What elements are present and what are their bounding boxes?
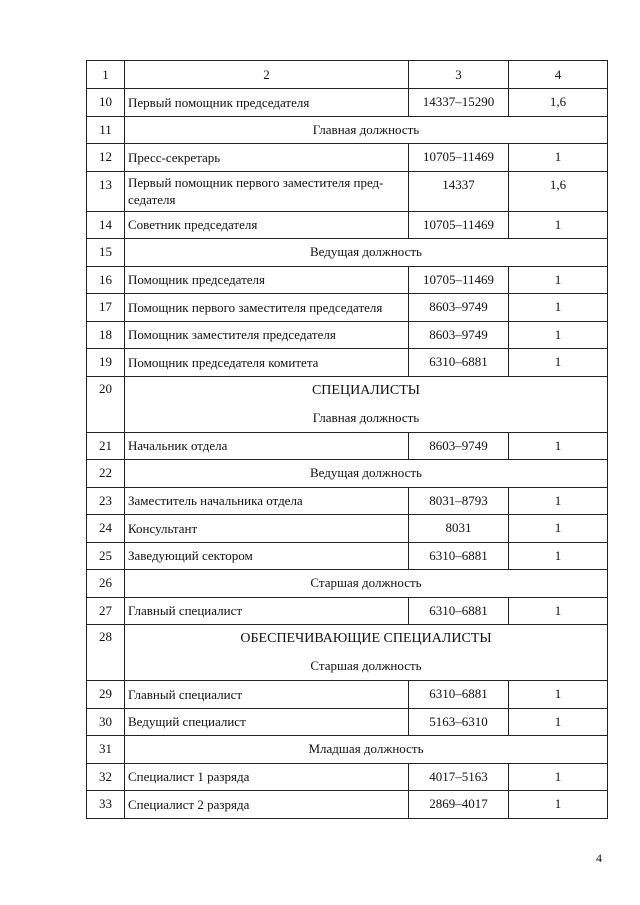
page-number: 4 [596, 851, 602, 865]
group-cell [125, 625, 608, 681]
section-title: Главная должность [125, 116, 608, 144]
coefficient: 1 [509, 211, 608, 239]
group-cell [125, 376, 608, 432]
position-name: Заместитель начальника отдела [125, 487, 409, 515]
position-name: Консультант [125, 515, 409, 543]
position-name: Специалист 1 разряда [125, 763, 409, 791]
header-cell-3: 3 [409, 61, 509, 89]
row-number: 14 [87, 211, 125, 239]
salary-range: 6310–6881 [409, 542, 509, 570]
section-title: Младшая должность [125, 736, 608, 764]
row-number: 18 [87, 321, 125, 349]
row-number: 25 [87, 542, 125, 570]
coefficient: 1,6 [509, 171, 608, 211]
table-row [87, 791, 608, 819]
position-name: Помощник председателя комитета [125, 349, 409, 377]
position-name: Специалист 2 разряда [125, 791, 409, 819]
position-name: Помощник заместителя председателя [125, 321, 409, 349]
salary-range: 4017–5163 [409, 763, 509, 791]
row-number: 31 [87, 736, 125, 764]
coefficient: 1 [509, 791, 608, 819]
row-number: 29 [87, 681, 125, 709]
table-row [87, 321, 608, 349]
position-name: Помощник председателя [125, 266, 409, 294]
salary-range: 8031 [409, 515, 509, 543]
salary-range: 8031–8793 [409, 487, 509, 515]
table-row [87, 349, 608, 377]
table-row [87, 542, 608, 570]
group-title: ОБЕСПЕЧИВАЮЩИЕ СПЕЦИАЛИСТЫ [240, 631, 492, 646]
position-name: Первый помощник первого заместителя пред- седателя [125, 171, 409, 211]
row-number: 22 [87, 460, 125, 488]
row-number: 12 [87, 144, 125, 172]
salary-range: 6310–6881 [409, 681, 509, 709]
position-name: Советник председателя [125, 211, 409, 239]
table-row [87, 708, 608, 736]
section-row [87, 570, 608, 598]
header-cell-2: 2 [125, 61, 409, 89]
row-number: 27 [87, 597, 125, 625]
section-row [87, 239, 608, 267]
table-row [87, 432, 608, 460]
salary-range: 14337–15290 [409, 89, 509, 117]
coefficient: 1 [509, 542, 608, 570]
table-row [87, 171, 608, 211]
coefficient: 1 [509, 515, 608, 543]
row-number: 16 [87, 266, 125, 294]
salary-range: 5163–6310 [409, 708, 509, 736]
row-number: 19 [87, 349, 125, 377]
header-cell-1: 1 [87, 61, 125, 89]
table-row [87, 211, 608, 239]
group-row [87, 376, 608, 432]
positions-table [86, 60, 608, 819]
position-name: Главный специалист [125, 681, 409, 709]
row-number: 32 [87, 763, 125, 791]
row-number: 30 [87, 708, 125, 736]
row-number: 15 [87, 239, 125, 267]
table-row [87, 294, 608, 322]
table-row [87, 144, 608, 172]
header-cell-4: 4 [509, 61, 608, 89]
row-number: 23 [87, 487, 125, 515]
coefficient: 1 [509, 708, 608, 736]
coefficient: 1 [509, 349, 608, 377]
coefficient: 1 [509, 266, 608, 294]
section-row [87, 116, 608, 144]
salary-range: 6310–6881 [409, 349, 509, 377]
position-name: Помощник первого заместителя председателя [125, 294, 409, 322]
section-row [87, 460, 608, 488]
position-name: Начальник отдела [125, 432, 409, 460]
salary-range: 10705–11469 [409, 266, 509, 294]
row-number: 11 [87, 116, 125, 144]
row-number: 21 [87, 432, 125, 460]
salary-range: 8603–9749 [409, 294, 509, 322]
salary-range: 2869–4017 [409, 791, 509, 819]
row-number: 33 [87, 791, 125, 819]
table-row [87, 89, 608, 117]
row-number: 26 [87, 570, 125, 598]
row-number: 13 [87, 171, 125, 211]
coefficient: 1 [509, 294, 608, 322]
row-number: 10 [87, 89, 125, 117]
section-title: Ведущая должность [125, 460, 608, 488]
table-row [87, 597, 608, 625]
table-row [87, 681, 608, 709]
row-number: 20 [87, 376, 125, 432]
coefficient: 1 [509, 321, 608, 349]
position-name: Пресс-секретарь [125, 144, 409, 172]
salary-range: 6310–6881 [409, 597, 509, 625]
section-title: Главная должность [312, 409, 420, 425]
coefficient: 1,6 [509, 89, 608, 117]
section-title: Старшая должность [125, 570, 608, 598]
salary-range: 8603–9749 [409, 321, 509, 349]
group-title: СПЕЦИАЛИСТЫ [311, 382, 421, 398]
row-number: 28 [87, 625, 125, 681]
coefficient: 1 [509, 432, 608, 460]
section-title: Старшая должность [310, 658, 422, 673]
salary-range: 10705–11469 [409, 144, 509, 172]
table-row [87, 266, 608, 294]
position-name: Первый помощник председателя [125, 89, 409, 117]
group-row [87, 625, 608, 681]
coefficient: 1 [509, 144, 608, 172]
table-header-row [87, 61, 608, 89]
table-row [87, 515, 608, 543]
salary-range: 14337 [409, 171, 509, 211]
coefficient: 1 [509, 681, 608, 709]
salary-range: 10705–11469 [409, 211, 509, 239]
position-name: Ведущий специалист [125, 708, 409, 736]
table-row [87, 763, 608, 791]
row-number: 17 [87, 294, 125, 322]
table-row [87, 487, 608, 515]
section-row [87, 736, 608, 764]
coefficient: 1 [509, 597, 608, 625]
section-title: Ведущая должность [125, 239, 608, 267]
position-name: Главный специалист [125, 597, 409, 625]
row-number: 24 [87, 515, 125, 543]
salary-range: 8603–9749 [409, 432, 509, 460]
coefficient: 1 [509, 487, 608, 515]
coefficient: 1 [509, 763, 608, 791]
position-name: Заведующий сектором [125, 542, 409, 570]
